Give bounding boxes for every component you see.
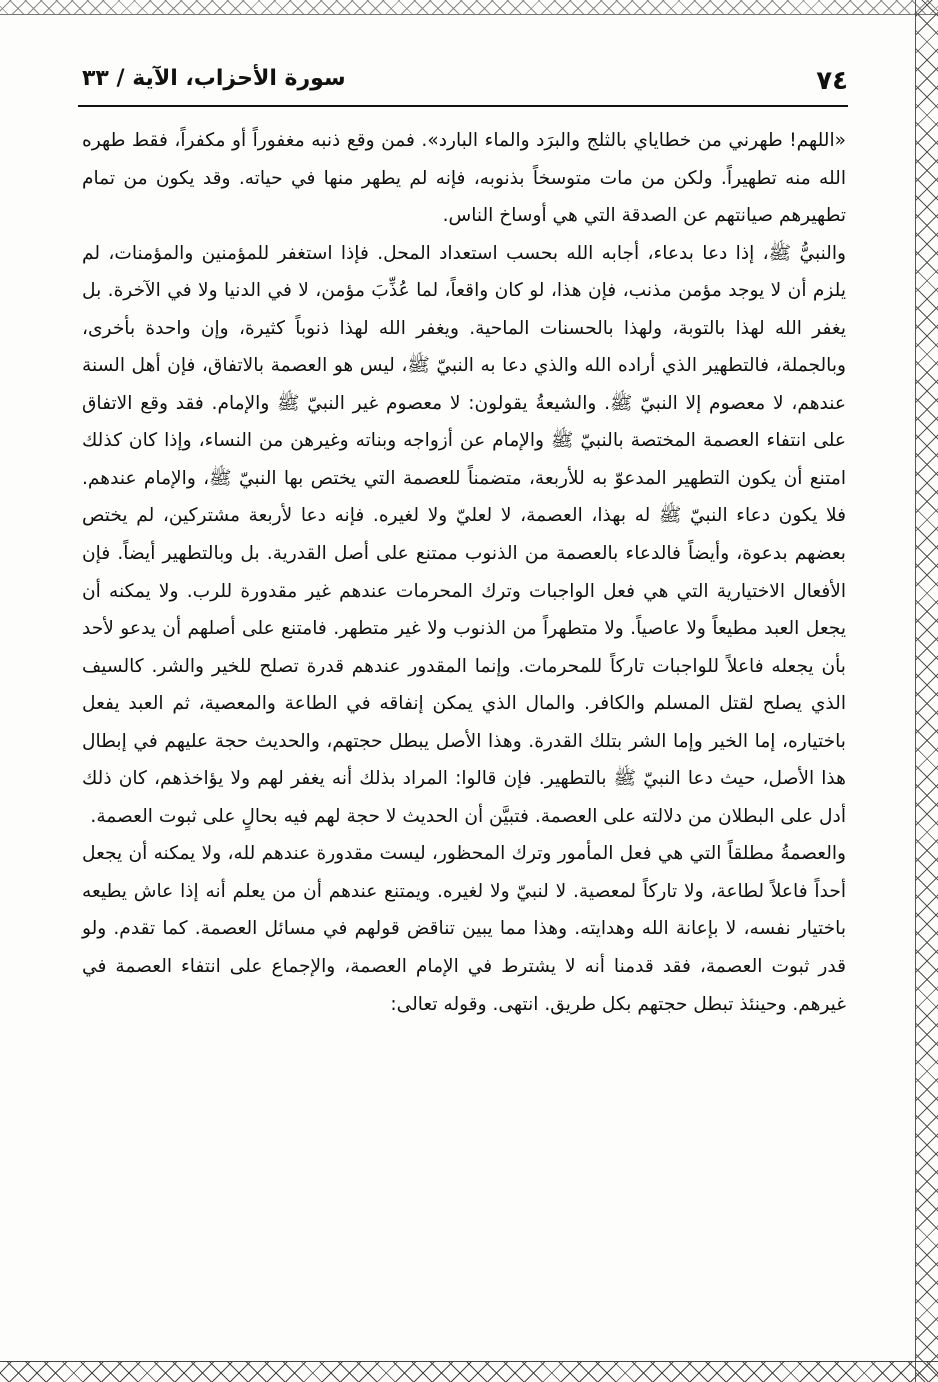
page-header: [78, 62, 848, 102]
running-head: سورة الأحزاب، الآية / ٣٣: [82, 66, 346, 91]
paragraph: والنبيُّ ﷺ، إذا دعا بدعاء، أجابه الله بحسب استعداد المحل. فإذا استغفر للمؤمنين والمؤمنات، لم يلزم أن لا يوجد مؤمن مذنب، فإن هذا، لو كان واقعاً، لما عُذِّبَ مؤمن، لا في الدنيا ولا في الآخرة. بل يغفر الله لهذا بالتوبة، ولهذا بالحسنات الماحية. ويغفر الله لهذا ذنوباً كثيرة، وإن واحدة بأخرى، وبالجملة، فالتطهير الذي أراده الله والذي دعا به النبيّ ﷺ، ليس هو العصمة بالاتفاق، فإن أهل السنة عندهم، لا معصوم إلا النبيّ ﷺ. والشيعةُ يقولون: لا معصوم غير النبيّ ﷺ والإمام. فقد وقع الاتفاق على انتفاء العصمة المختصة بالنبيّ ﷺ والإمام عن أزواجه وبناته وغيرهن من النساء، وإذا كان كذلك امتنع أن يكون التطهير المدعوّ به للأربعة، متضمناً للعصمة التي يختص بها النبيّ ﷺ، والإمام عندهم. فلا يكون دعاء النبيّ ﷺ له بهذا، العصمة، لا لعليّ ولا لغيره. فإنه دعا لأربعة مشتركين، لم يختص بعضهم بدعوة، وأيضاً فالدعاء بالعصمة من الذنوب ممتنع على أصل القدرية. بل وبالتطهير أيضاً. فإن الأفعال الاختيارية التي هي فعل الواجبات وترك المحرمات عندهم غير مقدورة للرب. ولا يمكنه أن يجعل العبد مطيعاً ولا عاصياً. ولا متطهراً من الذنوب ولا غير متطهر. فامتنع على أصلهم أن يدعو لأحد بأن يجعله فاعلاً للواجبات تاركاً للمحرمات. وإنما المقدور عندهم قدرة تصلح للخير والشر. كالسيف الذي يصلح لقتل المسلم والكافر. والمال الذي يمكن إنفاقه في الطاعة والمعصية، ثم العبد يفعل باختياره، إما الخير وإما الشر بتلك القدرة. وهذا الأصل يبطل حجتهم، والحديث حجة عليهم في إبطال هذا الأصل، حيث دعا النبيّ ﷺ بالتطهير. فإن قالوا: المراد بذلك أنه يغفر لهم ولا يؤاخذهم، كان ذلك أدل على البطلان من دلالته على العصمة. فتبيَّن أن الحديث لا حجة لهم فيه بحالٍ على ثبوت العصمة.: [82, 242, 846, 827]
page-number: ٧٤: [816, 66, 848, 96]
body-text: [82, 122, 846, 1023]
decorative-border-bottom: [0, 1361, 938, 1382]
paragraph: والعصمةُ مطلقاً التي هي فعل المأمور وترك المحظور، ليست مقدورة عندهم لله، ولا يمكنه أن يجعل أحداً فاعلاً لطاعة، ولا تاركاً لمعصية. لا لنبيّ ولا لغيره. ويمتنع عندهم أن من يعلم أنه إذا عاش يطيعه باختيار نفسه، لا بإعانة الله وهدايته. وهذا مما يبين تناقض قولهم في مسائل العصمة. كما تقدم. ولو قدر ثبوت العصمة، فقد قدمنا أنه لا يشترط في الإمام العصمة، والإجماع على انتفاء العصمة في غيرهم. وحينئذ تبطل حجتهم بكل طريق. انتهى. وقوله تعالى:: [82, 843, 846, 1015]
header-divider: [78, 105, 848, 107]
paragraph: «اللهم! طهرني من خطاياي بالثلج والبرَد والماء البارد». فمن وقع ذنبه مغفوراً أو مكفراً، فقط طهره الله منه تطهيراً. ولكن من مات متوسخاً بذنوبه، فإنه لم يطهر منها في حياته. وقد يكون من تمام تطهيرهم صيانتهم عن الصدقة التي هي أوساخ الناس.: [82, 130, 846, 227]
decorative-border-top: [0, 0, 938, 15]
decorative-border-right: [915, 0, 938, 1382]
